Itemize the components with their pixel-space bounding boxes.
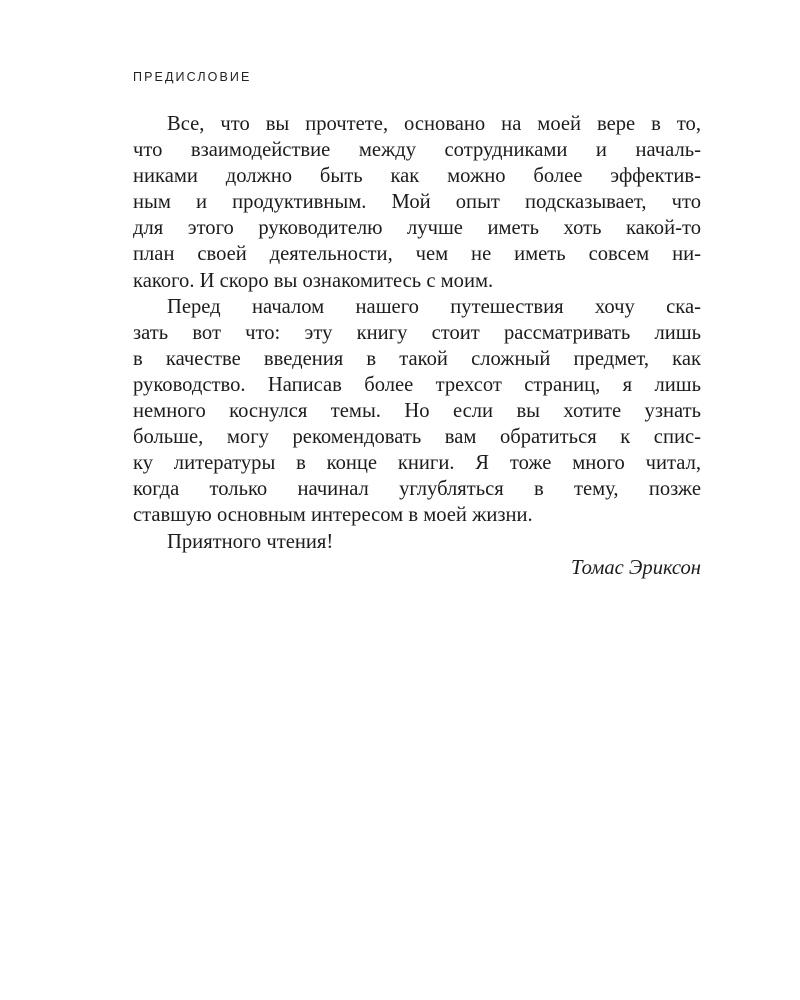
preface-text xyxy=(133,111,701,581)
paragraph-2-line-6: больше, могу рекомендовать вам обратиться к спис- xyxy=(133,426,701,449)
paragraph-1-line-1: Все, что вы прочтете, основано на моей вере в то, xyxy=(167,113,701,135)
author-signature: Томас Эриксон xyxy=(570,556,701,579)
paragraph-2-line-2: зать вот что: эту книгу стоит рассматривать лишь xyxy=(133,321,701,344)
running-head: ПРЕДИСЛОВИЕ xyxy=(133,70,252,84)
paragraph-1-line-4: ным и продуктивным. Мой опыт подсказывает, что xyxy=(133,191,701,214)
paragraph-2-line-3: в качестве введения в такой сложный предмет, как xyxy=(133,347,701,370)
paragraph-1-line-6: план своей деятельности, чем не иметь совсем ни- xyxy=(133,243,701,266)
paragraph-1-line-5: для этого руководителю лучше иметь хоть какой-то xyxy=(133,217,701,240)
paragraph-2-line-7: ку литературы в конце книги. Я тоже много читал, xyxy=(133,452,701,475)
paragraph-2-line-4: руководство. Написав более трехсот страниц, я лишь xyxy=(133,373,701,396)
paragraph-3-line-1: Приятного чтения! xyxy=(167,530,334,553)
paragraph-1-line-7: какого. И скоро вы ознакомитесь с моим. xyxy=(133,269,494,292)
paragraph-2-line-1: Перед началом нашего путешествия хочу ска- xyxy=(167,295,701,318)
paragraph-2-line-8: когда только начинал углубляться в тему, позже xyxy=(133,478,701,501)
paragraph-2-line-9: ставшую основным интересом в моей жизни. xyxy=(133,504,533,527)
paragraph-1-line-2: что взаимодействие между сотрудниками и началь- xyxy=(133,139,701,162)
paragraph-1-line-3: никами должно быть как можно более эффектив- xyxy=(133,165,701,188)
paragraph-2-line-5: немного коснулся темы. Но если вы хотите узнать xyxy=(133,400,701,423)
